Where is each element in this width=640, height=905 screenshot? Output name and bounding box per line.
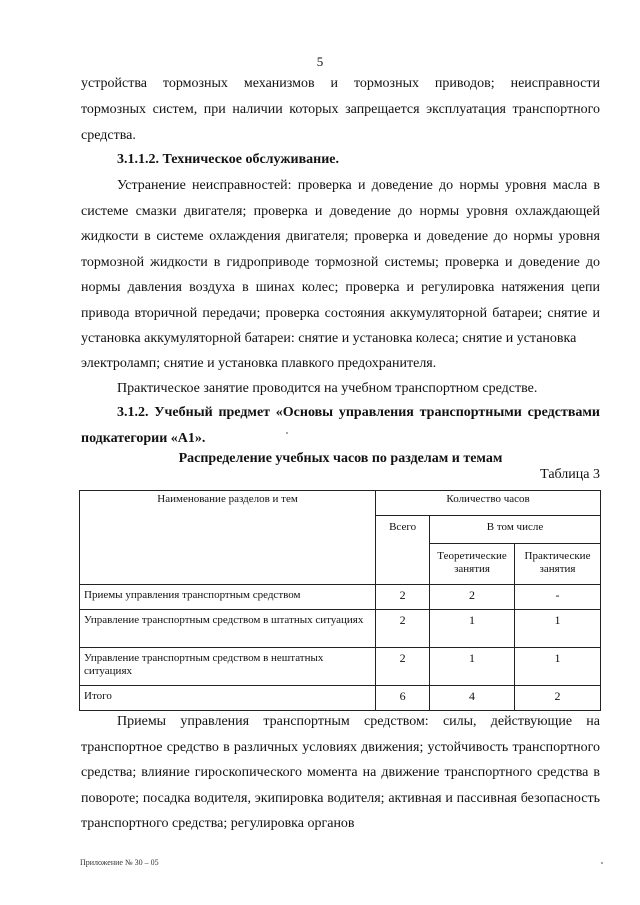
table-header-cell: Практические занятия (515, 544, 601, 585)
table-cell: 2 (376, 610, 430, 648)
paragraph-line: устройства тормозных механизмов и тормозных приводов; неисправности (81, 76, 600, 91)
scan-speck (601, 862, 603, 864)
table-row (80, 610, 601, 648)
table-cell: 2 (376, 648, 430, 686)
table-cell: 6 (376, 686, 430, 711)
paragraph: тормозных систем, при наличии которых запрещается эксплуатация транспортного средства. (81, 102, 600, 143)
paragraph: Практическое занятие проводится на учебном транспортном средстве. (117, 381, 538, 396)
table-cell: 4 (430, 686, 515, 711)
table-title: Распределение учебных часов по разделам и темам (178, 451, 503, 466)
table-cell: 1 (515, 648, 601, 686)
table-cell: 2 (515, 686, 601, 711)
table-row (80, 585, 601, 610)
table-row-total (80, 686, 601, 711)
footer-note: Приложение № 30 – 05 (80, 858, 159, 867)
paragraph: Устранение неисправностей: проверка и доведение до нормы уровня масла в системе смазки двигателя; проверка и доведение до нормы уровня охлаждающей жидкости в системе охлаждения двигателя; проверка и доведение до нормы уровня тормозной жидкости в гидроприводе тормозной системы; проверка и доведение до нормы давления воздуха в шинах колес; проверка и регулировка натяжения цепи привода вторичной передачи; проверка состояния аккумуляторной батареи; снятие и установка аккумуляторной батареи: снятие и установка колеса; снятие и установка (81, 178, 600, 346)
paragraph: Приемы управления транспортным средством: силы, действующие на транспортное средство в различных условиях движения; устойчивость транспортного средства; влияние гироскопического момента на движение транспортного средства в повороте; посадка водителя, экипировка водителя; активная и пассивная безопасность транспортного средства; регулировка органов (81, 714, 600, 831)
table-header-cell: Количество часов (376, 491, 601, 516)
section-heading: 3.1.1.2. Техническое обслуживание. (117, 152, 339, 167)
table-cell: 2 (376, 585, 430, 610)
table-cell: Приемы управления транспортным средством (80, 585, 376, 610)
table-row (80, 648, 601, 686)
table-cell: 2 (430, 585, 515, 610)
table-header-row (80, 491, 601, 516)
hours-table (79, 490, 601, 711)
scan-speck (286, 432, 288, 434)
table-cell: 1 (430, 610, 515, 648)
table-cell: Управление транспортным средством в нештатных ситуациях (80, 648, 376, 686)
section-heading: 3.1.2. Учебный предмет «Основы управления транспортными средствами подкатегории «А1». (81, 405, 600, 446)
table-caption: Таблица 3 (540, 467, 600, 482)
table-cell: Итого (80, 686, 376, 711)
paragraph-line: электроламп; снятие и установка плавкого предохранителя. (81, 356, 437, 371)
table-header-cell: Всего (376, 516, 430, 585)
table-cell: 1 (515, 610, 601, 648)
table-header-cell: В том числе (430, 516, 601, 544)
table-header-cell: Теоретические занятия (430, 544, 515, 585)
table-cell: Управление транспортным средством в штатных ситуациях (80, 610, 376, 648)
table-header-cell: Наименование разделов и тем (80, 491, 376, 585)
table-cell: 1 (430, 648, 515, 686)
table-cell: - (515, 585, 601, 610)
page-number: 5 (316, 54, 324, 69)
